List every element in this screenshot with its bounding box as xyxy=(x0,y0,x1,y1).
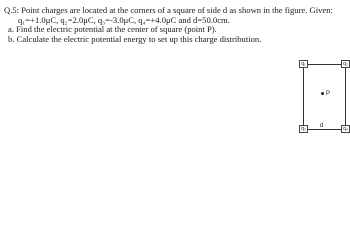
charge-q3-label: q₃ xyxy=(299,125,308,133)
center-point xyxy=(321,91,330,98)
square-figure xyxy=(301,61,348,134)
center-dot-icon xyxy=(321,92,324,95)
given-values: q₁=+1.0μC, q₂=2.0μC, q₃=-3.0μC, q₄=+4.0μC and d=50.0cm. xyxy=(18,15,230,25)
charge-q1-label: q₁ xyxy=(299,60,308,68)
charge-q4-label: q₄ xyxy=(341,125,350,133)
point-label: P xyxy=(326,91,331,97)
problem-statement: Q.5: Point charges are located at the corners of a square of side d as shown in the figure. Given: xyxy=(4,6,333,15)
charge-q2-label: q₂ xyxy=(341,60,350,68)
side-label: d xyxy=(320,123,324,129)
problem-text xyxy=(4,6,344,44)
part-a: a. Find the electric potential at the center of square (point P). xyxy=(8,25,217,35)
part-b: b. Calculate the electric potential energy to set up this charge distribution. xyxy=(8,34,262,44)
